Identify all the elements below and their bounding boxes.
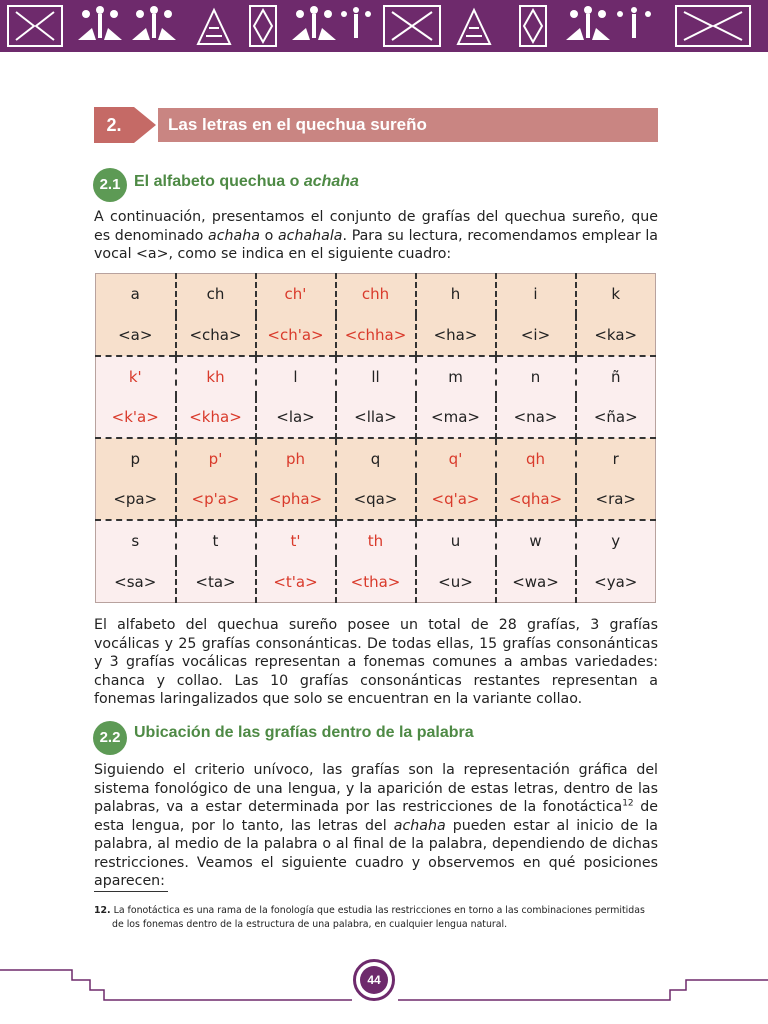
table-cell: <qha> [496,479,576,520]
table-cell: u [416,520,496,561]
paragraph-text: de esta lengua, por lo tanto, las letras del [94,799,658,834]
table-cell: r [576,438,656,479]
section-arrow-icon [134,107,156,143]
table-cell: <wa> [496,561,576,602]
table-row [96,315,656,356]
subsection-title [134,173,359,191]
section-title: Las letras en el quechua sureño [168,115,427,134]
table-row [96,520,656,561]
alphabet-table [95,273,656,603]
table-cell: <ña> [576,397,656,438]
intro-italic-term: achahala [277,227,343,244]
table-cell: <cha> [176,315,256,356]
table-cell: m [416,356,496,397]
intro-text: A continuación, presentamos el conjunto de grafías del quechua sureño, que es denominado [94,209,658,244]
footnote-number: 12. [94,905,111,916]
subsection-title-italic: achaha [303,173,359,190]
table-cell: p [96,438,176,479]
table-cell: <t'a> [256,561,336,602]
table-cell: <kha> [176,397,256,438]
table-cell: ch' [256,274,336,315]
table-row [96,397,656,438]
table-cell: ph [256,438,336,479]
table-cell: t [176,520,256,561]
table-cell: <na> [496,397,576,438]
intro-paragraph [94,208,658,264]
table-cell: q' [416,438,496,479]
paragraph-text: Siguiendo el criterio unívoco, las grafías son la representación gráfica del sistema fonológico de una lengua, y la aparición de estas letras, dentro de las palabras, va a estar determinada por las restricciones de la fonotáctica [94,762,658,815]
table-cell: kh [176,356,256,397]
table-cell: <qa> [336,479,416,520]
table-cell: ñ [576,356,656,397]
table-cell: <ma> [416,397,496,438]
table-row [96,356,656,397]
table-cell: <k'a> [96,397,176,438]
table-cell: <lla> [336,397,416,438]
table-cell: <ha> [416,315,496,356]
table-cell: h [416,274,496,315]
decorative-top-band [0,0,768,52]
table-cell: ll [336,356,416,397]
textile-pattern-icon [0,0,768,52]
table-cell: <pa> [96,479,176,520]
subsection-number-badge: 2.2 [93,721,127,755]
table-cell: <ta> [176,561,256,602]
table-cell: y [576,520,656,561]
table-cell: <tha> [336,561,416,602]
paragraph-italic-term: achaha [393,817,446,834]
intro-italic-term: achaha [208,227,260,244]
subsection-title-text: El alfabeto quechua o [134,173,304,190]
table-cell: p' [176,438,256,479]
intro-text: o [259,227,278,244]
table-row [96,274,656,315]
table-cell: chh [336,274,416,315]
table-cell: l [256,356,336,397]
table-cell: q [336,438,416,479]
intro-text: . Para su lectura, recomendamos emplear la vocal <a>, como se indica en el siguiente cuadro: [94,227,658,262]
table-cell: <chha> [336,315,416,356]
table-cell: <ya> [576,561,656,602]
table-row [96,561,656,602]
footnote-divider [94,891,168,892]
table-cell: k [576,274,656,315]
table-cell: <a> [96,315,176,356]
summary-paragraph: El alfabeto del quechua sureño posee un total de 28 grafías, 3 grafías vocálicas y 25 grafías consonánticas. De todas ellas, 15 grafías consonánticas y 3 grafías vocálicas representan a fonemas comunes a ambas variedades: chanca y collao. Las 10 grafías consonánticas restantes representan a fonemas laringalizados que solo se encuentran en la variante collao. [94,617,658,707]
table-cell: <q'a> [416,479,496,520]
table-cell: ch [176,274,256,315]
table-cell: <ka> [576,315,656,356]
table-cell: th [336,520,416,561]
paragraph-text: pueden estar al inicio de la palabra, al medio de la palabra o al final de la palabra, dependiendo de dichas restricciones. Veamos el siguiente cuadro y observemos en qué posiciones aparecen: [94,817,658,889]
table-cell: <ra> [576,479,656,520]
table-cell: <la> [256,397,336,438]
footnote [94,904,660,932]
table-cell: <ch'a> [256,315,336,356]
table-row [96,438,656,479]
subsection-title: Ubicación de las grafías dentro de la palabra [134,724,474,741]
table-cell: <pha> [256,479,336,520]
table-cell: <p'a> [176,479,256,520]
footnote-text: de los fonemas dentro de la estructura de una palabra, en cualquier lengua natural. [112,919,508,930]
footnote-text: La fonotáctica es una rama de la fonología que estudia las restricciones en torno a las combinaciones permitidas [113,905,645,916]
table-cell: qh [496,438,576,479]
page-number: 44 [360,966,388,994]
table-cell: <sa> [96,561,176,602]
table-cell: k' [96,356,176,397]
table-cell: n [496,356,576,397]
footnote-reference[interactable]: 12 [622,798,634,809]
table-cell: w [496,520,576,561]
page-number-badge [353,959,395,1001]
table-cell: <u> [416,561,496,602]
table-cell: t' [256,520,336,561]
table-cell: a [96,274,176,315]
table-cell: i [496,274,576,315]
section-number: 2. [94,107,134,143]
table-cell: s [96,520,176,561]
location-paragraph [94,761,658,891]
table-cell: <i> [496,315,576,356]
subsection-number-badge: 2.1 [93,168,127,202]
table-row [96,479,656,520]
